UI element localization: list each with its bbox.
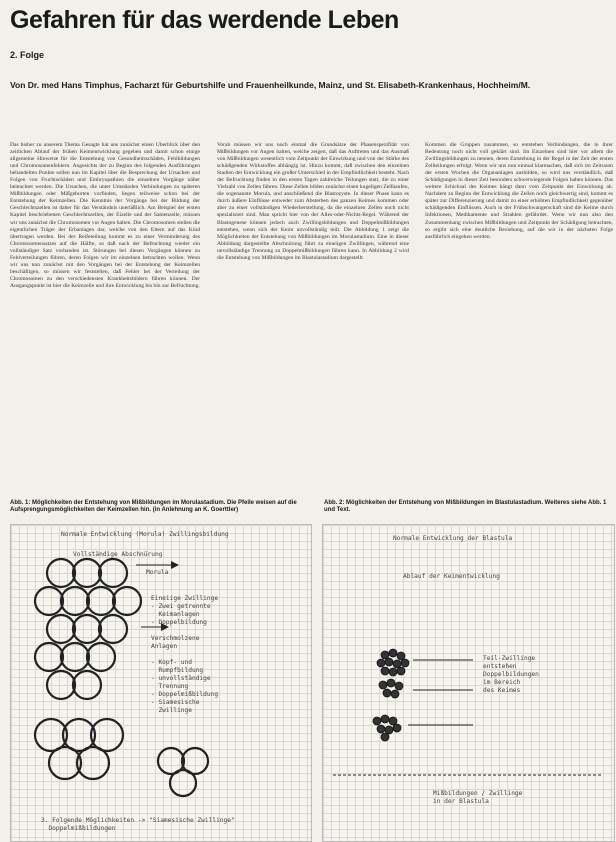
figure-1-label-a: Vollständige Abschnürung [73,551,163,558]
figure-2-caption: Abb. 2: Möglichkeiten der Entstehung von Mißbildungen im Blastulastadium. Weiteres siehe Abb. 1 und Text. [324,500,607,513]
figure-1-caption: Abb. 1: Möglichkeiten der Entstehung von Mißbildungen im Morulastadium. Die Pfeile weisen auf die Aufsprengungsmöglichkeiten der Keimzellen hin. (in Anlehnung an K. Goerttler) [10,500,297,513]
installment-label: 2. Folge [10,50,45,60]
text-column-2: Vorab müssen wir uns noch einmal die Grundsätze der Phasenspezifität von Mißbildungen vor Augen halten, welche zeigen, daß das Auftreten und das Ausmaß von Mißbildungen wesentlich vom Zeitpunkt der Einwirkung und von der Stärke des schädigenden Wirkstoffes abhängig ist. Hinzu kommt, daß zwischen den einzelnen Stadien der Entwicklung ein großer Unterschied in der Empfindlichkeit besteht. Nach der Befruchtung finden in den ersten Tagen zahlreiche Teilungen statt, die zu einer Vielzahl von Zellen führen. Diese Zellen bilden zunächst einen kugeligen Zellhaufen, die sogenannte Morula, und anschließend die Blastozyste. In dieser Phase kann es durch äußere Einflüsse entweder zum Absterben des ganzen Keimes kommen oder aber zu einer vollständigen Wiederherstellung, da die einzelnen Zellen noch nicht spezialisiert sind. Man spricht hier von der Alles-oder-Nichts-Regel. Während der Blastogenese können jedoch auch Zwillingsbildungen und Doppelmißbildungen entstehen, wenn sich der Keim unvollständig teilt. Die Abbildung 1 zeigt die Möglichkeiten der Entstehung von Mißbildungen im Morulastadium. Eine in dieser Abbildung dargestellte Abschnürung führt zu eineiigen Zwillingen, während eine unvollständige Trennung zu Doppelmißbildungen führen kann. In Abbildung 2 wird die Entstehung von Mißbildungen im Blastulastadium dargestellt. [217,142,409,261]
figure-1-diagram [10,524,312,842]
figure-2-top-note: Normale Entwicklung der Blastula [393,535,513,542]
figure-1-label-b: Morula [146,569,169,576]
figure-2-diagram [322,524,615,842]
figure-2-list: Teil-Zwillinge entstehen Doppelbildungen im Bereich des Keimes [483,655,539,694]
figure-1-list: Eineiige Zwillinge - Zwei getrennte Keimanlagen - Doppelbildung Verschmolzene Anlagen - Kopf- und Rumpfbildung - unvollständige Trennung - Doppelmißbildung - Siamesische Zwillinge [151,595,219,714]
figure-1-bottom-note: 3. Folgende Möglichkeiten -> "Siamesische Zwillinge" Doppelmißbildungen [41,817,235,832]
text-column-3: Kommen die Gruppen zusammen, so entstehen Verbindungen, die in ihrer Bedeutung noch nicht voll geklärt sind. Im Einzelnen sind hier vor allem die Zwillingsbildungen zu nennen, deren Entstehung in der Regel in der Zeit der ersten Zellteilungen erfolgt. Wenn wir uns nun einmal klarmachen, daß sich im Zeitraum der ersten Wochen die Organanlagen ausbilden, so wird uns verständlich, daß Schädigungen in dieser Zeit besonders schwerwiegende Folgen haben können. Das weitere Schicksal des Keimes hängt dann vom Zeitpunkt der Einwirkung ab. Nachdem zu Beginn der Entwicklung die Zellen noch gleichwertig sind, kommt es später zur Differenzierung und damit zu einer erhöhten Empfindlichkeit gegenüber schädigenden Einflüssen. Auch in der Frühschwangerschaft sind die Keime durch Infektionen, Medikamente und Strahlen gefährdet. Wenn wir nun also den Zusammenhang zwischen Mißbildungen und Zeitpunkt der Schädigung betrachten, so ergibt sich eine deutliche Beziehung, auf die wir in der nächsten Folge ausführlich eingehen werden. [425,142,613,240]
article-title: Gefahren für das werdende Leben [10,6,399,34]
figure-2-bottom-note: Mißbildungen / Zwillinge in der Blastula [433,790,523,805]
figure-1-top-note: Normale Entwicklung (Morula) Zwillingsbildung [61,531,229,538]
figure-2-label-a: Ablauf der Keimentwicklung [403,573,500,580]
author-line: Von Dr. med Hans Timphus, Facharzt für Geburtshilfe und Frauenheilkunde, Mainz, und St. Elisabeth-Krankenhaus, Hochheim/M. [10,80,531,90]
text-column-1: Das bisher zu unserem Thema Gesagte hat uns zunächst einen Überblick über den zeitlichen Ablauf der frühen Keimentwicklung gegeben und damit schon einige allgemeine Hinweise für die Entstehung von Gesundheitsschäden, Fehlbildungen und Chromosomenfehlern. Angesichts der zu Beginn des folgenden Ausführungen behandelten Punkte sollen nun im Kapitel über die Besprechung der Ursachen und Folgen von Fruchtschäden und Embryopathien die einzelnen Vorgänge näher beleuchtet werden. Die Ursachen, die unter Umständen Verbindungen zu späteren Mißbildungen oder Mißgeburten vorfinden, liegen teilweise schon bei der Entstehung der Keimzellen. Die Kenntnis der Vorgänge bei der Bildung der Geschlechtszellen ist daher für das Verständnis unerläßlich. Am Beispiel der ersten Kapitel beschriebenen Geschlechtszellen, der Eizelle und der Samenzelle, müssen wir uns zunächst die Chromosomen vor Augen halten. Die Chromosomen stellen die eigentlichen Träger der Erbanlagen dar, welche von den Eltern auf das Kind übertragen werden. Bei der Reifeteilung kommt es zu einer Verminderung des Chromosomensatzes auf die Hälfte, so daß nach der Befruchtung wieder ein vollständiger Satz vorhanden ist. Störungen bei diesen Vorgängen können zu Fehlverteilungen führen, deren Folgen wir im einzelnen betrachten wollen. Wenn wir uns nun zunächst mit den Vorgängen bei der Entstehung der Keimzellen beschäftigen, so müssen wir feststellen, daß Fehler bei der Verteilung der Chromosomen zu den verschiedensten Krankheitsbildern führen können. Der Ausgangspunkt ist hier die Keimzelle und ihre Entwicklung bis hin zur Befruchtung. [10,142,200,289]
